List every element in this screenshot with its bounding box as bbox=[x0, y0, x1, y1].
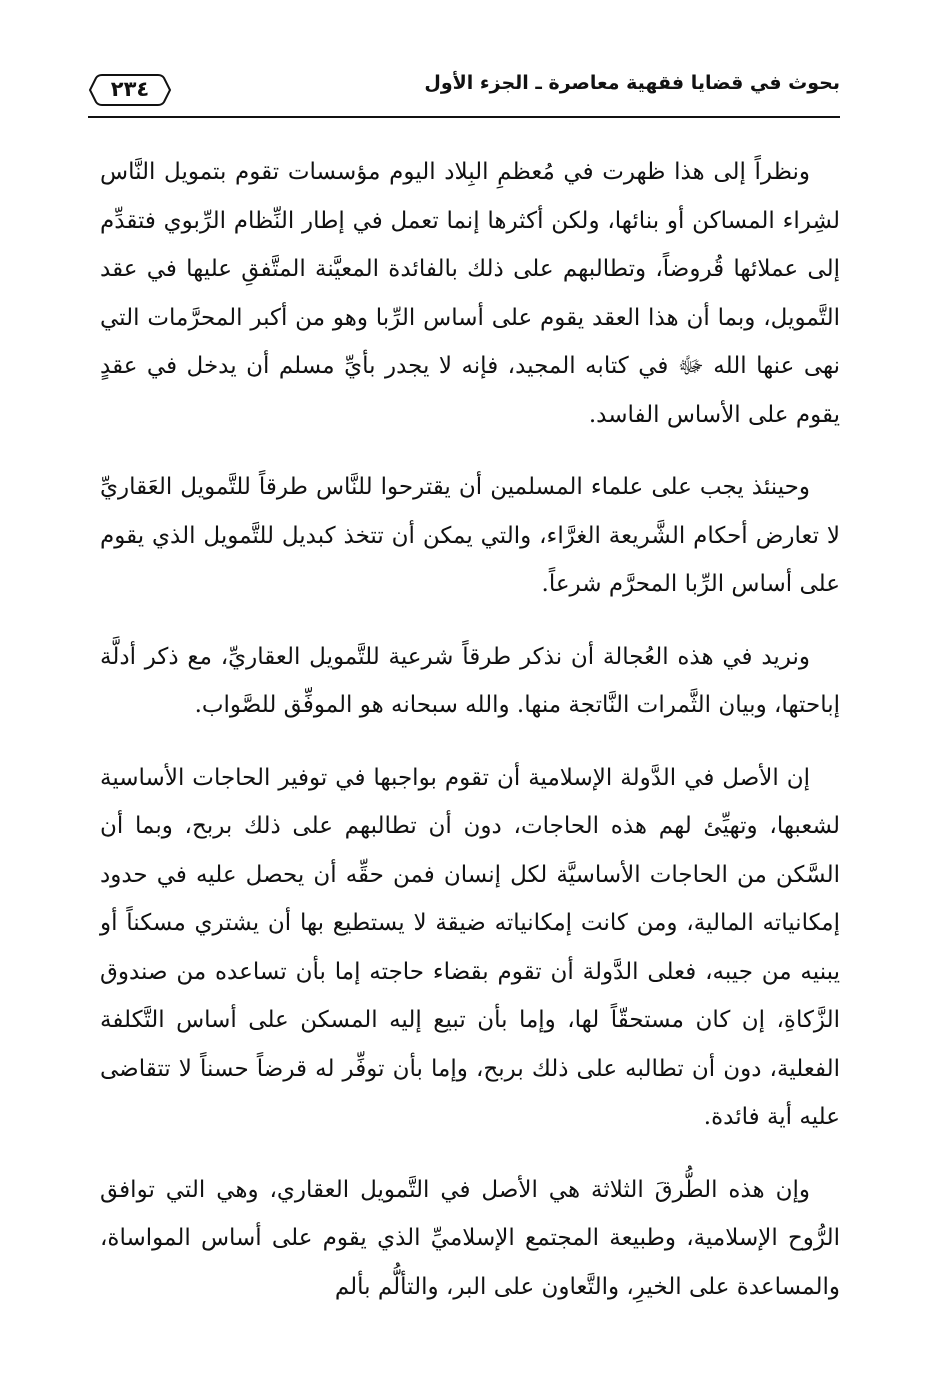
page-number: ٢٣٤ bbox=[110, 77, 150, 101]
paragraph-3: ونريد في هذه العُجالة أن نذكر طرقاً شرعية للتَّمويل العقاريِّ، مع ذكر أدلَّة إباحتها، وبيان الثَّمرات النَّاتجة منها. والله سبحانه هو الموفِّق للصَّواب. bbox=[100, 643, 840, 718]
page-header bbox=[88, 58, 840, 118]
paragraph-4: إن الأصل في الدَّولة الإسلامية أن تقوم بواجبها في توفير الحاجات الأساسية لشعبها، وتهيِّئ لهم هذه الحاجات، دون أن تطالبهم على ذلك بربح، وبما أن السَّكن من الحاجات الأساسيَّة لكل إنسان فمن حقِّه أن يحصل عليه في حدود إمكانياته المالية، ومن كانت إمكانياته ضيقة لا يستطيع بها أن يشتري مسكناً أو يبنيه من جيبه، فعلى الدَّولة أن تقوم بقضاء حاجته إما بأن تساعده من صندوق الزَّكاةِ، إن كان مستحقّاً لها، وإما بأن تبيع إليه المسكن على أساس التَّكلفة الفعلية، دون أن تطالبه على ذلك بربح، وإما بأن توفِّر له قرضاً حسناً لا تتقاضى عليه أية فائدة. bbox=[100, 764, 840, 1130]
page-number-badge bbox=[88, 72, 172, 108]
running-title: بحوث في قضايا فقهية معاصرة ـ الجزء الأول bbox=[424, 72, 840, 94]
paragraph-2: وحينئذ يجب على علماء المسلمين أن يقترحوا للنَّاس طرقاً للتَّمويل العَقاريِّ لا تعارض أحكام الشَّريعة الغرَّاء، والتي يمكن أن تتخذ كبديل للتَّمويل الذي يقوم على أساس الرِّبا المحرَّم شرعاً. bbox=[100, 474, 840, 597]
paragraph-1: ونظراً إلى هذا ظهرت في مُعظمِ البِلاد اليوم مؤسسات تقوم بتمويل النَّاس لشِراء المساكن أو بنائها، ولكن أكثرها إنما تعمل في إطار النِّظام الرِّبوي فتقدِّم إلى عملائها قُروضاً، وتطالبهم على ذلك بالفائدة المعيَّنة المتَّفقِ عليها في عقد التَّمويل، وبما أن هذا العقد يقوم على أساس الرِّبا وهو من أكبر المحرَّمات التي نهى عنها الله ﷻ في كتابه المجيد، فإنه لا يجدر بأيِّ مسلم أن يدخل في عقدٍ يقوم على الأساس الفاسد. bbox=[100, 159, 840, 428]
page-body bbox=[100, 148, 840, 1335]
paragraph-5: وإن هذه الطُّرقَ الثلاثة هي الأصل في التَّمويل العقاري، وهي التي توافق الرُّوح الإسلامية، وطبيعة المجتمع الإسلاميِّ الذي يقوم على أساس المواساة، والمساعدة على الخيرِ، والتَّعاون على البر، والتألُّم بألم bbox=[100, 1176, 840, 1300]
